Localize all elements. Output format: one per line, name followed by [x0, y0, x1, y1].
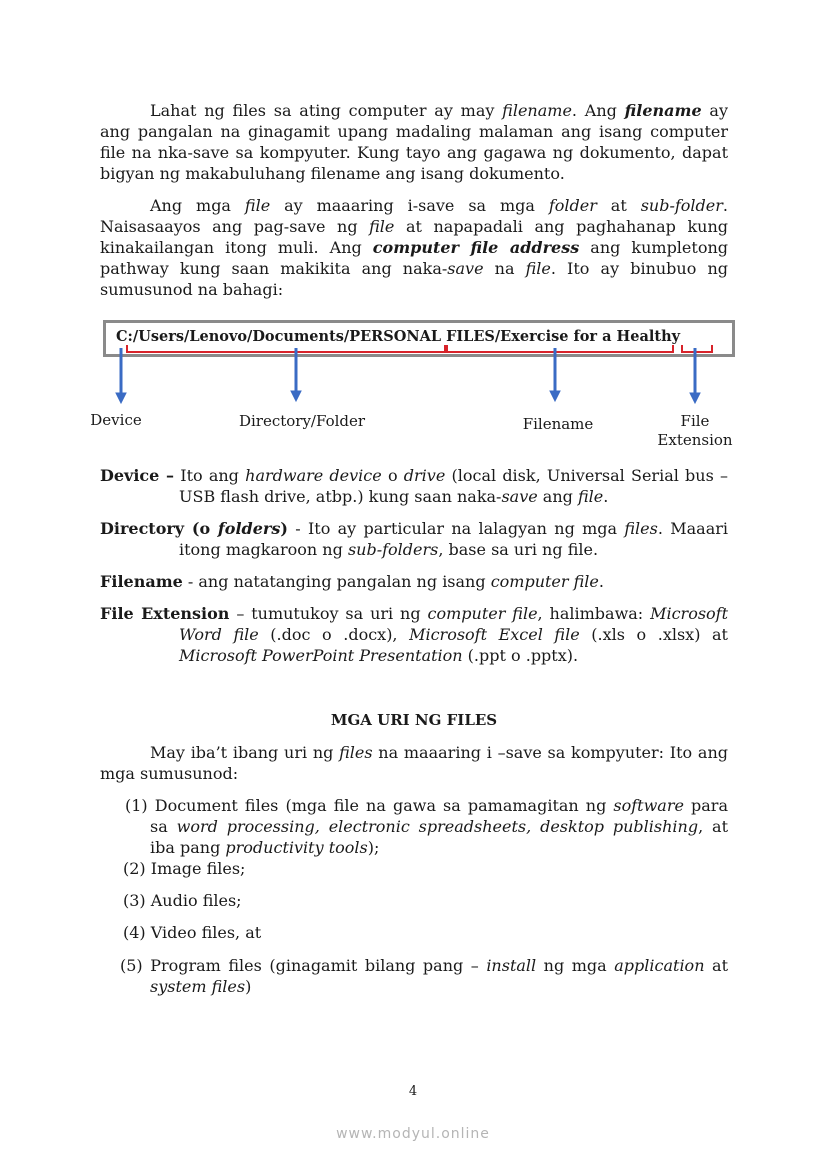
list-item: (3) Audio files;: [123, 891, 242, 910]
list-item: (5) Program files (ginagamit bilang pang – install ng mga application at system files): [120, 956, 728, 996]
address-paragraph: Ang mga file ay maaaring i-save sa mga folder at sub-folder. Naisasaayos ang pag-save ng file at napapadali ang paghahanap kung kinakailangan itong muli. Ang computer file address ang kumpletong pathway kung saan makikita ang naka-save na file. Ito ay binubuo ng sumusunod na bahagi:: [100, 196, 729, 299]
list-item: (2) Image files;: [123, 859, 246, 878]
definition-device: Device – Ito ang hardware device o drive (local disk, Universal Serial bus – USB flash drive, atbp.) kung saan naka-save ang file.: [100, 466, 729, 506]
directory-label: Directory/Folder: [238, 412, 366, 430]
extension-bracket: [682, 345, 712, 352]
watermark: www.modyul.online: [336, 1126, 490, 1142]
intro-paragraph: Lahat ng files sa ating computer ay may filename. Ang filename ay ang pangalan na ginagamit upang madaling malaman ang isang computer file na nka-save sa kompyuter. Kung tayo ang gagawa ng dokumento, dapat bigyan ng makabuluhang filename ang isang dokumento.: [100, 101, 729, 183]
page-number: 4: [408, 1084, 418, 1099]
definition-file-extension: File Extension – tumutukoy sa uri ng computer file, halimbawa: Microsoft Word file (.doc o .docx), Microsoft Excel file (.xls o .xlsx) at Microsoft PowerPoint Presentation (.ppt o .pptx).: [100, 604, 729, 665]
list-item: (1) Document files (mga file na gawa sa pamamagitan ng software para sa word processing, electronic spreadsheets, desktop publishing, at iba pang productivity tools);: [125, 796, 728, 857]
filename-label: Filename: [522, 415, 594, 433]
extension-label-line2: Extension: [657, 431, 733, 449]
extension-label-line1: File: [680, 412, 710, 430]
file-types-intro: May iba’t ibang uri ng files na maaaring i –save sa kompyuter: Ito ang mga sumusunod:: [100, 743, 729, 783]
directory-bracket: [127, 345, 445, 352]
device-label: Device: [90, 411, 142, 429]
definition-filename: Filename - ang natatanging pangalan ng isang computer file.: [100, 572, 604, 591]
section-heading: MGA URI NG FILES: [330, 711, 498, 729]
file-path-text: C:/Users/Lenovo/Documents/PERSONAL FILES/Exercise for a Healthy: [116, 328, 681, 345]
path-diagram-graphics: [0, 0, 826, 420]
filename-bracket: [447, 345, 673, 352]
definition-directory: Directory (o folders) - Ito ay particular na lalagyan ng mga files. Maaari itong magkaroon ng sub-folders, base sa uri ng file.: [100, 519, 728, 559]
extension-label: [650, 412, 740, 450]
list-item: (4) Video files, at: [123, 923, 262, 942]
